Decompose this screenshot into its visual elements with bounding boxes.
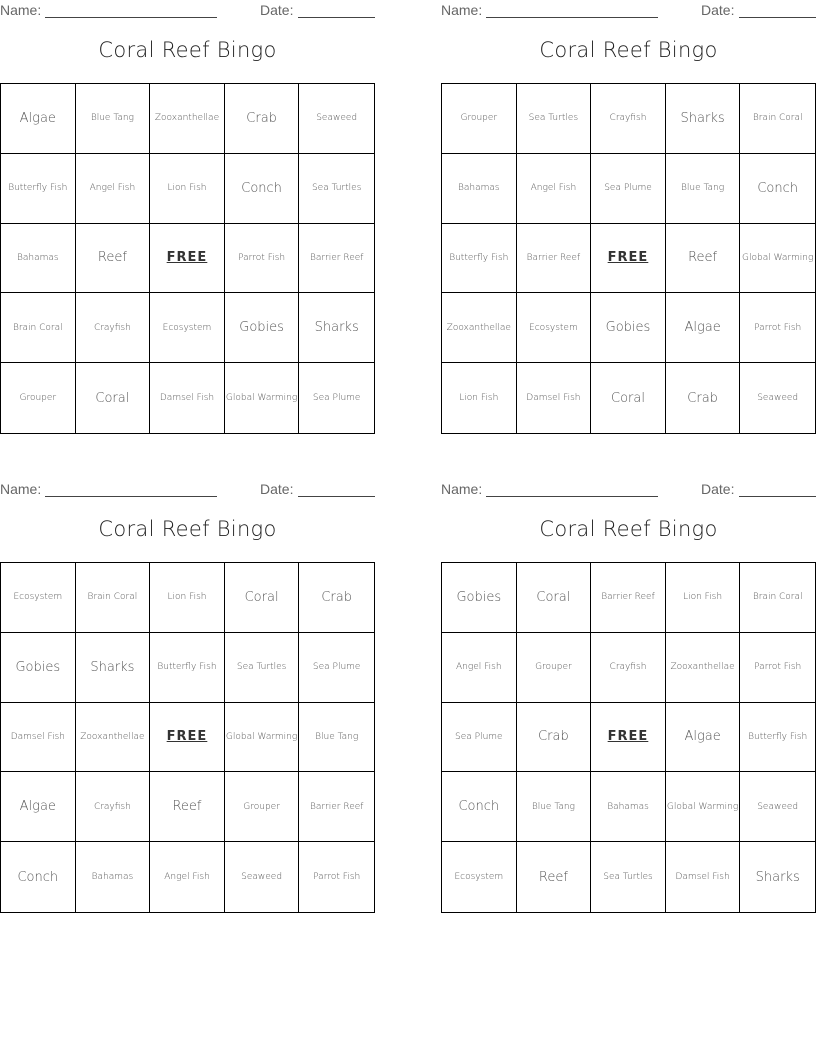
bingo-cell[interactable]: Bahamas xyxy=(591,772,666,842)
bingo-cell[interactable]: Conch xyxy=(225,154,300,224)
date-field[interactable] xyxy=(739,496,816,497)
bingo-cell[interactable]: Bahamas xyxy=(76,842,151,912)
name-field[interactable] xyxy=(486,496,658,497)
bingo-cell[interactable]: Sea Turtles xyxy=(517,84,592,154)
bingo-cell[interactable]: Grouper xyxy=(442,84,517,154)
name-label: Name: xyxy=(441,481,483,497)
bingo-cell[interactable]: Seaweed xyxy=(740,772,815,842)
name-label: Name: xyxy=(0,2,42,18)
card-title: Coral Reef Bingo xyxy=(98,517,277,541)
bingo-cell[interactable]: Parrot Fish xyxy=(225,224,300,294)
bingo-cell[interactable]: Grouper xyxy=(225,772,300,842)
bingo-cell[interactable]: Lion Fish xyxy=(666,563,741,633)
bingo-cell[interactable]: Blue Tang xyxy=(666,154,741,224)
bingo-cell[interactable]: Blue Tang xyxy=(517,772,592,842)
bingo-cell[interactable]: Crayfish xyxy=(76,293,151,363)
date-label: Date: xyxy=(701,2,735,18)
name-field[interactable] xyxy=(486,17,658,18)
bingo-cell[interactable]: Brain Coral xyxy=(740,563,815,633)
bingo-cell[interactable]: Crayfish xyxy=(76,772,151,842)
bingo-cell[interactable]: Coral xyxy=(225,563,300,633)
bingo-cell[interactable]: Brain Coral xyxy=(1,293,76,363)
name-date-fields xyxy=(0,479,375,499)
free-space[interactable]: FREE xyxy=(591,224,666,294)
bingo-cell[interactable]: Parrot Fish xyxy=(313,872,361,883)
free-space[interactable]: FREE xyxy=(150,703,225,773)
bingo-cell[interactable]: Butterfly Fish xyxy=(150,633,225,703)
date-field[interactable] xyxy=(298,496,375,497)
bingo-cell[interactable]: Gobies xyxy=(591,293,666,363)
bingo-cell[interactable]: Zooxanthellae xyxy=(666,633,741,703)
name-field[interactable] xyxy=(45,17,217,18)
bingo-card-3 xyxy=(0,479,375,885)
bingo-cell[interactable]: Algae xyxy=(666,703,741,773)
bingo-cell[interactable]: Conch xyxy=(442,772,517,842)
bingo-cell[interactable]: Lion Fish xyxy=(150,154,225,224)
bingo-cell[interactable]: Bahamas xyxy=(442,154,517,224)
bingo-cell[interactable]: Reef xyxy=(666,224,741,294)
bingo-cell[interactable]: Conch xyxy=(1,842,76,912)
bingo-cell[interactable]: Zooxanthellae xyxy=(442,293,517,363)
bingo-cell[interactable]: Damsel Fish xyxy=(1,703,76,773)
bingo-cell[interactable]: Sharks xyxy=(666,84,741,154)
name-date-fields xyxy=(441,0,816,20)
bingo-cell[interactable]: Ecosystem xyxy=(150,293,225,363)
bingo-card-4 xyxy=(441,479,816,885)
bingo-cell[interactable]: Sharks xyxy=(299,293,374,363)
bingo-cell[interactable]: Seaweed xyxy=(299,84,374,154)
bingo-card-1 xyxy=(0,0,375,406)
bingo-cell[interactable]: Global Warming xyxy=(225,363,300,433)
bingo-cell[interactable]: Bahamas xyxy=(1,224,76,294)
bingo-cell[interactable]: Butterfly Fish xyxy=(442,224,517,294)
bingo-cell[interactable]: Sea Plume xyxy=(299,633,374,703)
bingo-cell[interactable]: Lion Fish xyxy=(150,563,225,633)
bingo-cell[interactable]: Seaweed xyxy=(225,842,300,912)
bingo-cell[interactable]: Butterfly Fish xyxy=(740,703,815,773)
bingo-grid xyxy=(441,562,816,913)
bingo-cell[interactable]: Angel Fish xyxy=(517,154,592,224)
bingo-cell[interactable]: Global Warming xyxy=(740,224,815,294)
bingo-cell[interactable]: Barrier Reef xyxy=(591,563,666,633)
date-field[interactable] xyxy=(298,17,375,18)
date-label: Date: xyxy=(260,2,294,18)
bingo-cell[interactable]: Gobies xyxy=(225,293,300,363)
bingo-cell[interactable]: Damsel Fish xyxy=(150,363,225,433)
bingo-card-2 xyxy=(441,0,816,406)
bingo-cell[interactable]: Crayfish xyxy=(591,633,666,703)
name-label: Name: xyxy=(441,2,483,18)
bingo-cell[interactable]: Angel Fish xyxy=(76,154,151,224)
bingo-cell[interactable]: Barrier Reef xyxy=(299,224,374,294)
bingo-cell[interactable]: Seaweed xyxy=(757,393,799,404)
bingo-cell[interactable]: Conch xyxy=(740,154,815,224)
bingo-cell[interactable]: Brain Coral xyxy=(76,563,151,633)
bingo-cell[interactable]: Sea Plume xyxy=(591,154,666,224)
bingo-cell[interactable]: Butterfly Fish xyxy=(1,154,76,224)
name-date-fields xyxy=(0,0,375,20)
bingo-cell[interactable]: Brain Coral xyxy=(740,84,815,154)
card-title: Coral Reef Bingo xyxy=(98,38,277,62)
bingo-cell[interactable]: Sea Turtles xyxy=(299,154,374,224)
name-date-fields xyxy=(441,479,816,499)
bingo-grid xyxy=(0,562,375,913)
bingo-grid xyxy=(0,83,375,434)
bingo-cell[interactable]: Crab xyxy=(666,363,741,433)
bingo-cell[interactable]: Coral xyxy=(76,363,151,433)
bingo-cell[interactable]: Sea Plume xyxy=(312,393,361,404)
bingo-cell[interactable]: Angel Fish xyxy=(150,842,225,912)
date-label: Date: xyxy=(701,481,735,497)
bingo-cell[interactable]: Coral xyxy=(517,563,592,633)
date-field[interactable] xyxy=(739,17,816,18)
bingo-cell[interactable]: Zooxanthellae xyxy=(76,703,151,773)
bingo-cell[interactable]: Grouper xyxy=(517,633,592,703)
bingo-cell[interactable]: Blue Tang xyxy=(299,703,374,773)
bingo-cell[interactable]: Reef xyxy=(150,772,225,842)
bingo-cell[interactable]: Damsel Fish xyxy=(517,363,592,433)
bingo-cell[interactable]: Crayfish xyxy=(591,84,666,154)
bingo-cell[interactable]: Sea Turtles xyxy=(591,842,666,912)
bingo-cell[interactable]: Sea Turtles xyxy=(225,633,300,703)
free-space[interactable]: FREE xyxy=(591,703,666,773)
bingo-cell[interactable]: Global Warming xyxy=(225,703,300,773)
bingo-cell[interactable]: Barrier Reef xyxy=(517,224,592,294)
bingo-grid xyxy=(441,83,816,434)
bingo-cell[interactable]: Crab xyxy=(299,563,374,633)
card-title: Coral Reef Bingo xyxy=(539,517,718,541)
bingo-cell[interactable]: Coral xyxy=(591,363,666,433)
bingo-cell[interactable]: Sea Plume xyxy=(442,703,517,773)
bingo-cell[interactable]: Algae xyxy=(1,84,76,154)
free-space[interactable]: FREE xyxy=(150,224,225,294)
bingo-cell[interactable]: Reef xyxy=(517,842,592,912)
bingo-cell[interactable]: Zooxanthellae xyxy=(150,84,225,154)
card-title: Coral Reef Bingo xyxy=(539,38,718,62)
bingo-cell[interactable]: Parrot Fish xyxy=(740,293,815,363)
bingo-cell[interactable]: Crab xyxy=(225,84,300,154)
name-field[interactable] xyxy=(45,496,217,497)
bingo-cell[interactable]: Lion Fish xyxy=(442,363,517,433)
bingo-cell[interactable]: Sharks xyxy=(755,869,800,885)
bingo-cell[interactable]: Gobies xyxy=(1,633,76,703)
bingo-cell[interactable]: Global Warming xyxy=(666,772,741,842)
bingo-cell[interactable]: Algae xyxy=(666,293,741,363)
bingo-cell[interactable]: Blue Tang xyxy=(76,84,151,154)
bingo-cell[interactable]: Barrier Reef xyxy=(299,772,374,842)
date-label: Date: xyxy=(260,481,294,497)
bingo-cell[interactable]: Grouper xyxy=(1,363,76,433)
bingo-cell[interactable]: Crab xyxy=(517,703,592,773)
bingo-cell[interactable]: Gobies xyxy=(442,563,517,633)
bingo-cell[interactable]: Angel Fish xyxy=(442,633,517,703)
bingo-cell[interactable]: Ecosystem xyxy=(1,563,76,633)
bingo-cell[interactable]: Reef xyxy=(76,224,151,294)
bingo-cell[interactable]: Damsel Fish xyxy=(666,842,741,912)
name-label: Name: xyxy=(0,481,42,497)
bingo-cell[interactable]: Ecosystem xyxy=(442,842,517,912)
bingo-cell[interactable]: Algae xyxy=(1,772,76,842)
bingo-cell[interactable]: Parrot Fish xyxy=(740,633,815,703)
bingo-cell[interactable]: Sharks xyxy=(76,633,151,703)
bingo-cell[interactable]: Ecosystem xyxy=(517,293,592,363)
